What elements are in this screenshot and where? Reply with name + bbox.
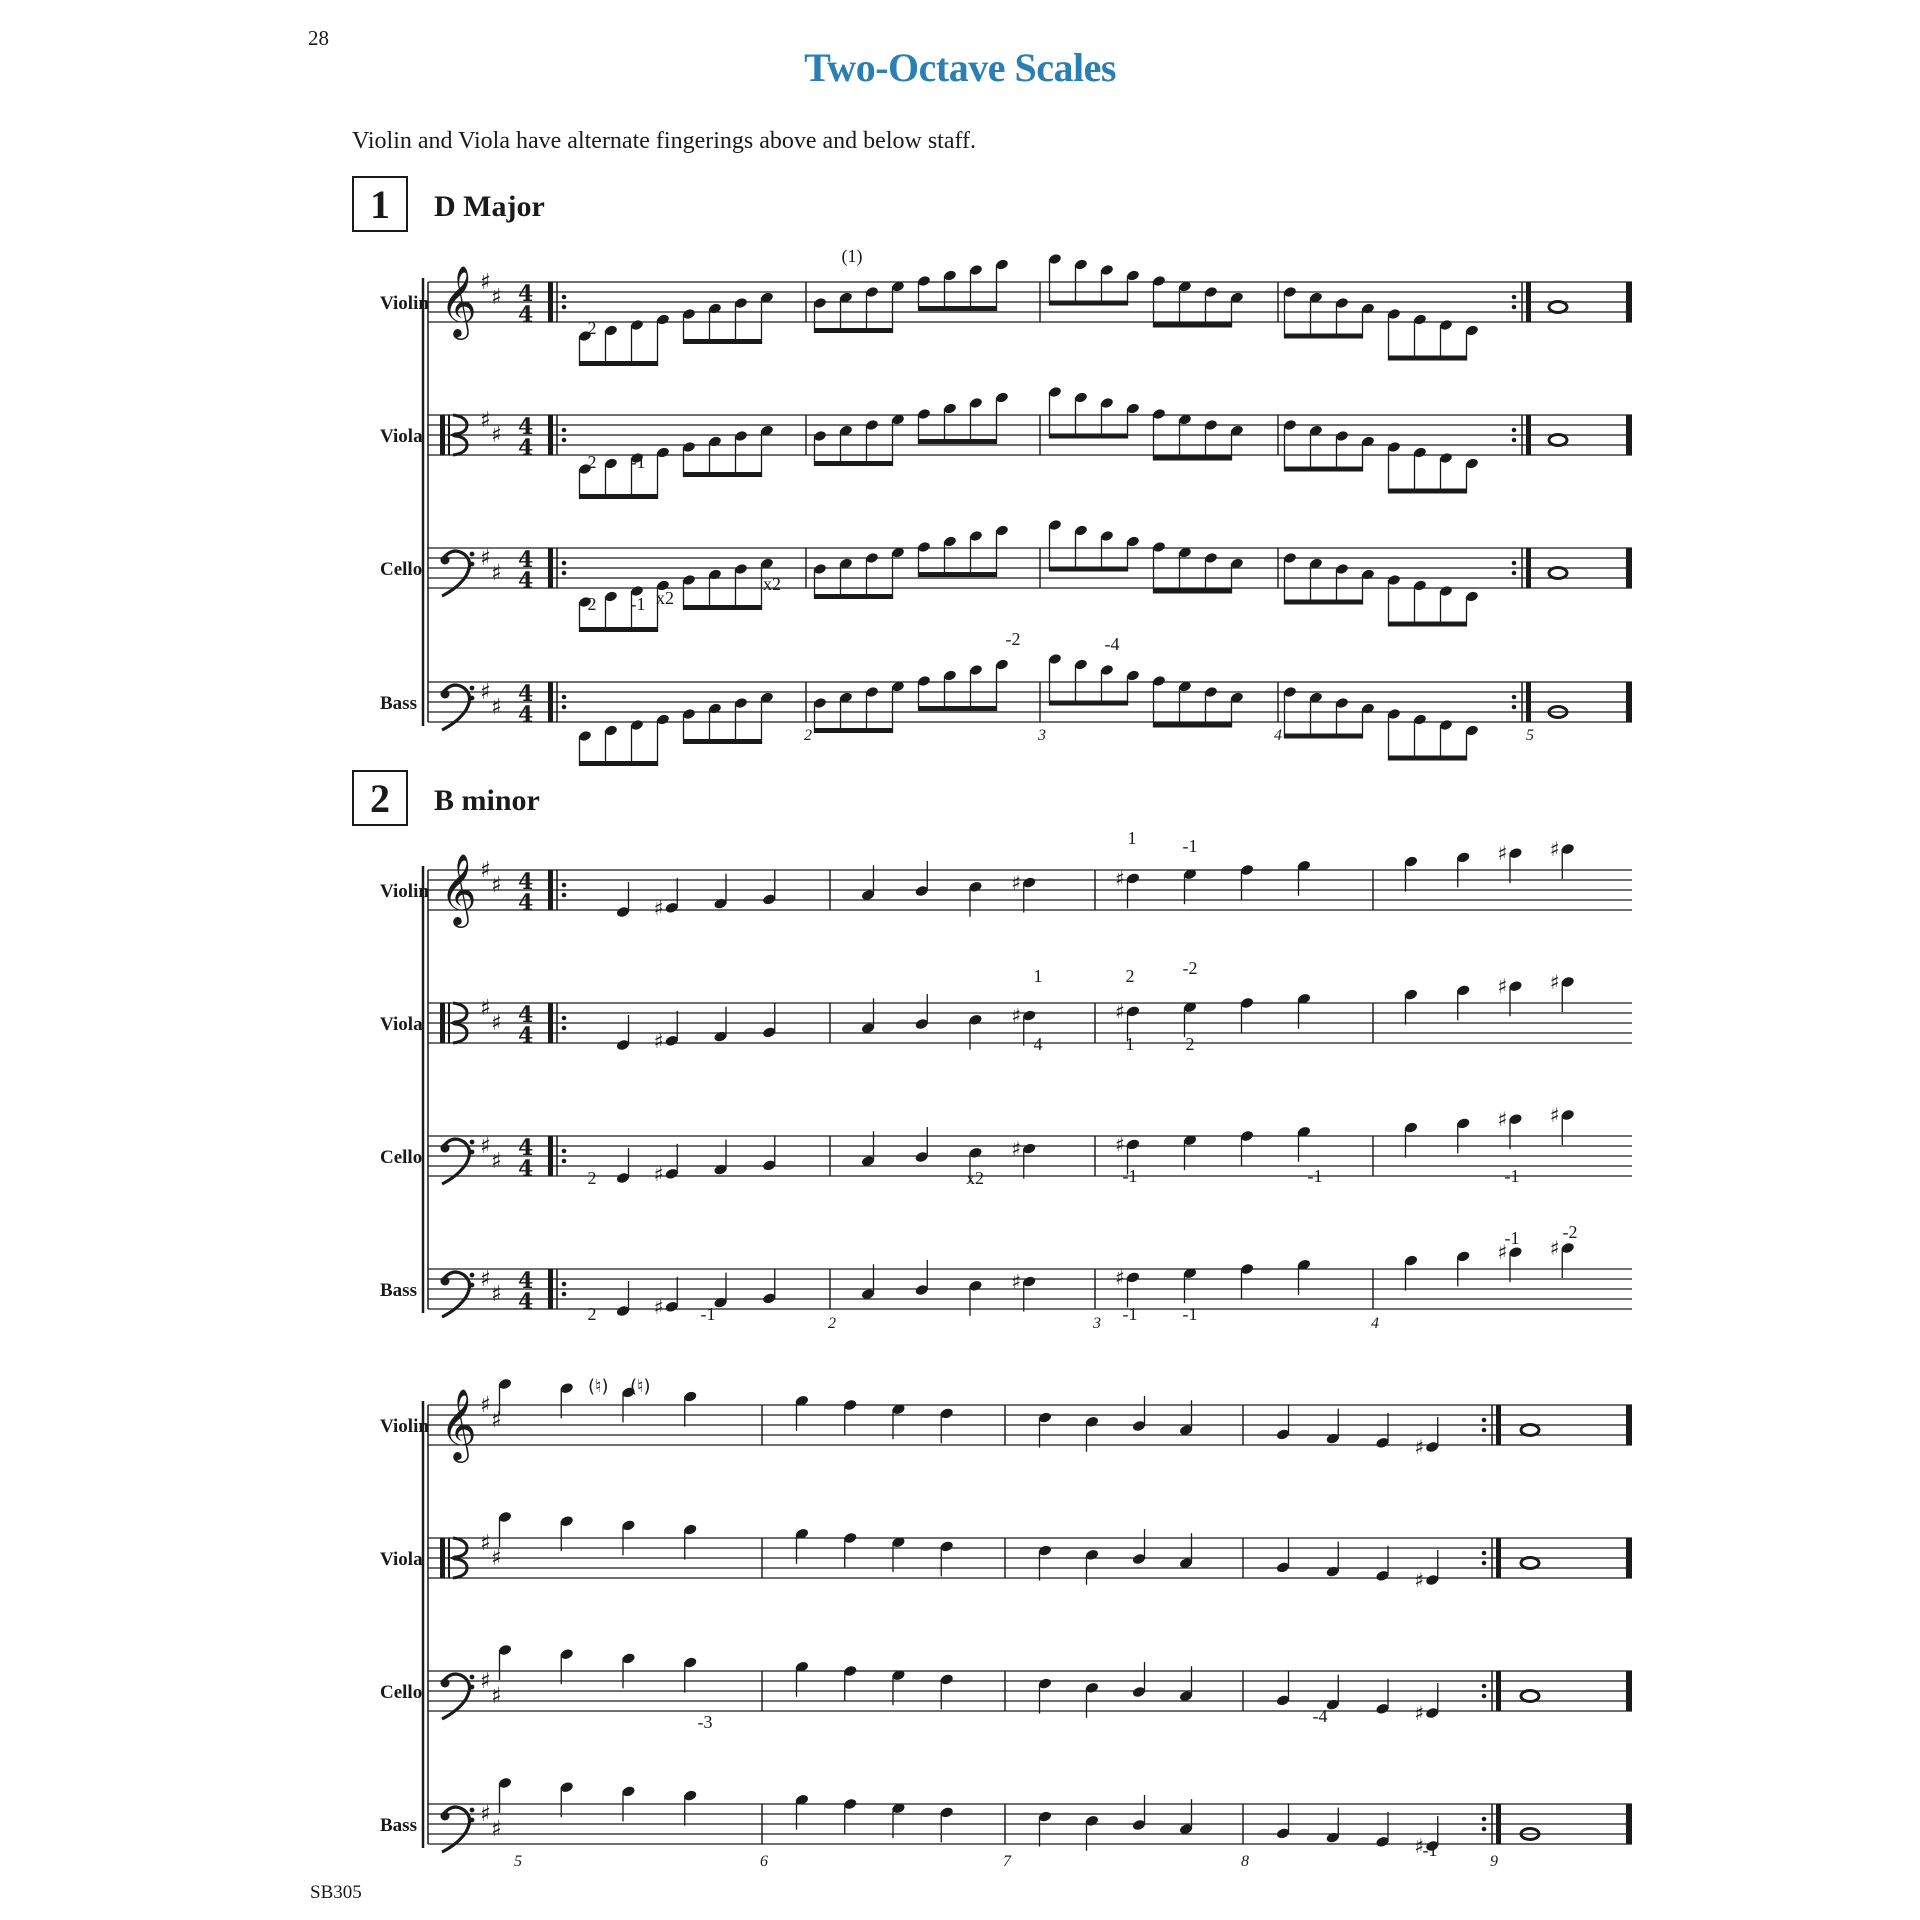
final-barline <box>1626 1671 1632 1711</box>
time-signature-denominator: 4 <box>518 890 534 916</box>
repeat-dot <box>1482 1694 1487 1699</box>
repeat-dot <box>1482 1551 1487 1556</box>
measure-number: 2 <box>828 1315 836 1332</box>
fingering-label: -1 <box>1122 1304 1138 1324</box>
note-beam <box>580 627 658 632</box>
repeat-barline <box>1526 282 1531 322</box>
repeat-dot <box>562 1016 567 1021</box>
time-signature-numerator: 4 <box>518 281 534 307</box>
note-beam <box>815 594 893 599</box>
measure-number: 5 <box>1526 727 1534 744</box>
final-barline <box>1626 1405 1632 1445</box>
repeat-dot <box>1512 705 1517 710</box>
sharp-icon: ♯ <box>491 1149 502 1174</box>
fingering-label: x2 <box>763 574 781 594</box>
sharp-icon: ♯ <box>1414 1701 1424 1725</box>
sharp-icon: ♯ <box>653 895 664 920</box>
measure-number: 4 <box>1371 1315 1379 1332</box>
note-beam <box>1285 600 1363 605</box>
repeat-dot <box>562 1282 567 1287</box>
measure-number: 5 <box>514 1853 522 1870</box>
sharp-icon: ♯ <box>480 1802 491 1827</box>
time-signature-denominator: 4 <box>518 1023 534 1049</box>
repeat-dot <box>562 561 567 566</box>
note-beam <box>1285 334 1363 339</box>
sharp-icon: ♯ <box>1011 1136 1021 1161</box>
measure-number: 3 <box>1093 1315 1101 1332</box>
fingering-label: -1 <box>1504 1166 1520 1186</box>
time-signature-denominator: 4 <box>518 1156 534 1182</box>
bass-clef-icon <box>470 686 475 691</box>
repeat-dot <box>1482 1684 1487 1689</box>
sharp-icon: ♯ <box>480 270 491 295</box>
time-signature-numerator: 4 <box>518 869 534 895</box>
repeat-dot <box>562 883 567 888</box>
repeat-dot <box>1482 1418 1487 1423</box>
repeat-dot <box>1512 305 1517 310</box>
sharp-icon: ♯ <box>480 858 491 883</box>
sharp-icon: ♯ <box>491 873 502 898</box>
repeat-dot <box>562 1026 567 1031</box>
whole-note <box>1549 568 1567 579</box>
repeat-barline <box>1496 1804 1501 1844</box>
sharp-icon: ♯ <box>480 996 491 1021</box>
fingering-label: 2 <box>1125 966 1135 986</box>
fingering-label: 4 <box>1033 1034 1043 1054</box>
final-barline <box>1626 415 1632 455</box>
sharp-icon: ♯ <box>1549 1103 1560 1127</box>
fingering-label: -4 <box>1312 1706 1328 1726</box>
fingering-label: 1 <box>1033 966 1043 986</box>
fingering-label: 2 <box>1185 1034 1195 1054</box>
publisher-code: SB305 <box>310 1882 362 1903</box>
whole-note <box>1521 1425 1539 1436</box>
note-beam <box>919 439 997 444</box>
repeat-dot <box>1512 571 1517 576</box>
sharp-icon: ♯ <box>491 561 502 586</box>
sharp-icon: ♯ <box>1549 837 1560 861</box>
note-beam <box>1389 622 1467 627</box>
instrument-label: Viola <box>380 1549 423 1570</box>
intro-text: Violin and Viola have alternate fingerings above and below staff. <box>352 128 977 154</box>
note-beam <box>1389 756 1467 761</box>
fingering-label: 2 <box>587 1168 597 1188</box>
instrument-label: Bass <box>380 693 417 714</box>
sharp-icon: ♯ <box>1115 1132 1125 1157</box>
repeat-barline <box>548 282 553 322</box>
natural-icon: (♮) <box>588 1376 609 1397</box>
sharp-icon: ♯ <box>491 1684 502 1709</box>
fingering-label: -1 <box>1182 1304 1198 1324</box>
repeat-dot <box>562 295 567 300</box>
repeat-dot <box>1482 1827 1487 1832</box>
bass-clef-icon <box>470 1273 475 1278</box>
bass-clef-icon <box>470 1808 475 1813</box>
note-beam <box>1050 301 1128 306</box>
fingering-label: -2 <box>1562 1222 1578 1242</box>
bass-clef-icon <box>441 1144 450 1153</box>
fingering-label: -4 <box>1104 634 1120 654</box>
fingering-label: -1 <box>1307 1166 1323 1186</box>
note-beam <box>1050 567 1128 572</box>
treble-clef-icon: 𝄞 <box>440 852 477 925</box>
fingering-label: (1) <box>841 246 863 266</box>
repeat-barline <box>1526 415 1531 455</box>
whole-note <box>1549 302 1567 313</box>
measure-number: 3 <box>1038 727 1046 744</box>
fingering-label: -1 <box>1122 1166 1138 1186</box>
sharp-icon: ♯ <box>1549 970 1560 994</box>
section-number-box: 1 <box>352 176 408 232</box>
fingering-label: -2 <box>1182 958 1198 978</box>
sharp-icon: ♯ <box>480 1669 491 1694</box>
fingering-label: 1 <box>1127 828 1137 848</box>
bass-clef-icon <box>470 1685 475 1690</box>
sharp-icon: ♯ <box>653 1294 664 1319</box>
bass-clef-icon <box>470 1150 475 1155</box>
time-signature-denominator: 4 <box>518 435 534 461</box>
sharp-icon: ♯ <box>1011 1003 1021 1028</box>
note-beam <box>919 572 997 577</box>
sharp-icon: ♯ <box>491 1408 502 1433</box>
sharp-icon: ♯ <box>480 1393 491 1418</box>
final-barline <box>1626 1804 1632 1844</box>
bass-clef-icon <box>441 1812 450 1821</box>
measure-number: 8 <box>1241 1853 1249 1870</box>
sharp-icon: ♯ <box>1414 1568 1424 1592</box>
treble-clef-icon: 𝄞 <box>440 264 477 337</box>
instrument-label: Cello <box>380 1147 423 1168</box>
repeat-dot <box>562 893 567 898</box>
measure-number: 7 <box>1003 1853 1011 1870</box>
fingering-label: x2 <box>966 1168 984 1188</box>
time-signature-denominator: 4 <box>518 702 534 728</box>
sharp-icon: ♯ <box>1414 1834 1424 1858</box>
alto-clef-icon <box>440 1003 445 1043</box>
bass-clef-icon <box>470 1140 475 1145</box>
note-beam <box>684 605 762 610</box>
note-beam <box>1285 467 1363 472</box>
note-beam <box>1050 701 1128 706</box>
final-barline <box>1626 282 1632 322</box>
repeat-dot <box>562 1159 567 1164</box>
note-beam <box>580 761 658 766</box>
repeat-barline <box>548 1269 553 1309</box>
time-signature-numerator: 4 <box>518 1268 534 1294</box>
time-signature-numerator: 4 <box>518 681 534 707</box>
bass-clef-icon <box>441 1277 450 1286</box>
bass-clef-icon <box>470 1675 475 1680</box>
bass-clef-icon <box>441 1679 450 1688</box>
repeat-barline <box>548 870 553 910</box>
repeat-dot <box>562 1149 567 1154</box>
instrument-label: Viola <box>380 426 423 447</box>
fingering-label: -2 <box>1005 629 1021 649</box>
sharp-icon: ♯ <box>480 1531 491 1556</box>
note-beam <box>815 328 893 333</box>
sharp-icon: ♯ <box>491 1282 502 1307</box>
repeat-barline <box>1526 682 1531 722</box>
bass-clef-icon <box>470 1283 475 1288</box>
alto-clef-icon <box>440 1538 445 1578</box>
bass-clef-icon <box>470 696 475 701</box>
sharp-icon: ♯ <box>1497 1240 1508 1265</box>
repeat-dot <box>1482 1817 1487 1822</box>
note-beam <box>1285 734 1363 739</box>
repeat-dot <box>562 571 567 576</box>
repeat-dot <box>562 305 567 310</box>
note-beam <box>1050 434 1128 439</box>
repeat-dot <box>1512 295 1517 300</box>
whole-note <box>1521 1691 1539 1702</box>
page-number: 28 <box>308 26 329 50</box>
sharp-icon: ♯ <box>1497 841 1508 866</box>
repeat-dot <box>562 428 567 433</box>
fingering-label: -1 <box>700 1304 716 1324</box>
page-title: Two-Octave Scales <box>804 45 1116 90</box>
fingering-label: 2 <box>587 594 597 614</box>
repeat-dot <box>562 1292 567 1297</box>
time-signature-numerator: 4 <box>518 1002 534 1028</box>
measure-number: 6 <box>760 1853 768 1870</box>
instrument-label: Bass <box>380 1280 417 1301</box>
repeat-barline <box>1496 1671 1501 1711</box>
instrument-label: Cello <box>380 1682 423 1703</box>
sharp-icon: ♯ <box>491 695 502 720</box>
whole-note <box>1549 435 1567 446</box>
sharp-icon: ♯ <box>1497 1107 1508 1132</box>
note-beam <box>1154 323 1232 328</box>
time-signature-numerator: 4 <box>518 547 534 573</box>
whole-note <box>1521 1558 1539 1569</box>
repeat-dot <box>1482 1428 1487 1433</box>
time-signature-denominator: 4 <box>518 1289 534 1315</box>
sharp-icon: ♯ <box>1011 870 1021 895</box>
note-beam <box>815 461 893 466</box>
instrument-label: Violin <box>380 881 429 902</box>
sharp-icon: ♯ <box>1115 866 1125 891</box>
repeat-barline <box>1526 548 1531 588</box>
repeat-dot <box>562 695 567 700</box>
repeat-dot <box>562 438 567 443</box>
fingering-label: -1 <box>630 594 646 614</box>
final-barline <box>1626 682 1632 722</box>
repeat-barline <box>548 1136 553 1176</box>
measure-number: 9 <box>1490 1853 1498 1870</box>
instrument-label: Violin <box>380 293 429 314</box>
measure-number: 2 <box>804 727 812 744</box>
fingering-label: -1 <box>1182 836 1198 856</box>
natural-icon: (♮) <box>630 1376 651 1397</box>
section-title: B minor <box>434 784 540 817</box>
fingering-label: 2 <box>587 1304 597 1324</box>
sharp-icon: ♯ <box>1497 974 1508 999</box>
note-beam <box>1389 356 1467 361</box>
section-number-box: 2 <box>352 770 408 826</box>
sharp-icon: ♯ <box>491 1546 502 1571</box>
repeat-dot <box>1512 695 1517 700</box>
note-beam <box>580 494 658 499</box>
sharp-icon: ♯ <box>653 1161 664 1186</box>
sharp-icon: ♯ <box>480 546 491 571</box>
repeat-dot <box>1512 561 1517 566</box>
bass-clef-icon <box>470 1818 475 1823</box>
note-beam <box>1154 589 1232 594</box>
sharp-icon: ♯ <box>491 1817 502 1842</box>
note-beam <box>580 361 658 366</box>
instrument-label: Viola <box>380 1014 423 1035</box>
note-beam <box>919 706 997 711</box>
note-beam <box>684 472 762 477</box>
note-beam <box>684 739 762 744</box>
sharp-icon: ♯ <box>1011 1269 1021 1294</box>
sharp-icon: ♯ <box>480 1267 491 1292</box>
time-signature-denominator: 4 <box>518 302 534 328</box>
time-signature-denominator: 4 <box>518 568 534 594</box>
sharp-icon: ♯ <box>1115 1265 1125 1290</box>
repeat-barline <box>548 1003 553 1043</box>
repeat-barline <box>1496 1405 1501 1445</box>
fingering-label: 2 <box>587 452 597 472</box>
repeat-barline <box>548 415 553 455</box>
repeat-barline <box>548 548 553 588</box>
treble-clef-icon: 𝄞 <box>440 1387 477 1460</box>
sharp-icon: ♯ <box>1115 999 1125 1024</box>
note-beam <box>1154 456 1232 461</box>
fingering-label: x2 <box>656 588 674 608</box>
bass-clef-icon <box>470 562 475 567</box>
sharp-icon: ♯ <box>1414 1435 1424 1459</box>
sharp-icon: ♯ <box>491 1011 502 1036</box>
bass-clef-icon <box>441 556 450 565</box>
instrument-label: Violin <box>380 1416 429 1437</box>
sharp-icon: ♯ <box>1549 1236 1560 1260</box>
fingering-label: 2 <box>587 318 597 338</box>
fingering-label: -1 <box>630 452 646 472</box>
bass-clef-icon <box>441 690 450 699</box>
note-beam <box>919 306 997 311</box>
fingering-label: -1 <box>1504 1228 1520 1248</box>
repeat-barline <box>548 682 553 722</box>
final-barline <box>1626 1538 1632 1578</box>
measure-number: 4 <box>1274 727 1282 744</box>
note-beam <box>1154 723 1232 728</box>
fingering-label: -3 <box>697 1712 713 1732</box>
sharp-icon: ♯ <box>480 408 491 433</box>
repeat-dot <box>562 705 567 710</box>
note-beam <box>684 339 762 344</box>
time-signature-numerator: 4 <box>518 1135 534 1161</box>
section-title: D Major <box>434 190 545 223</box>
time-signature-numerator: 4 <box>518 414 534 440</box>
note-beam <box>815 728 893 733</box>
note-beam <box>1389 489 1467 494</box>
alto-clef-icon <box>440 415 445 455</box>
sharp-icon: ♯ <box>480 680 491 705</box>
instrument-label: Bass <box>380 1815 417 1836</box>
sharp-icon: ♯ <box>491 285 502 310</box>
sharp-icon: ♯ <box>480 1134 491 1159</box>
repeat-dot <box>1512 438 1517 443</box>
final-barline <box>1626 548 1632 588</box>
repeat-dot <box>1512 428 1517 433</box>
fingering-label: -1 <box>1422 1840 1438 1860</box>
instrument-label: Cello <box>380 559 423 580</box>
sharp-icon: ♯ <box>653 1028 664 1053</box>
bass-clef-icon <box>470 552 475 557</box>
repeat-dot <box>1482 1561 1487 1566</box>
repeat-barline <box>1496 1538 1501 1578</box>
sharp-icon: ♯ <box>491 423 502 448</box>
fingering-label: 1 <box>1125 1034 1135 1054</box>
